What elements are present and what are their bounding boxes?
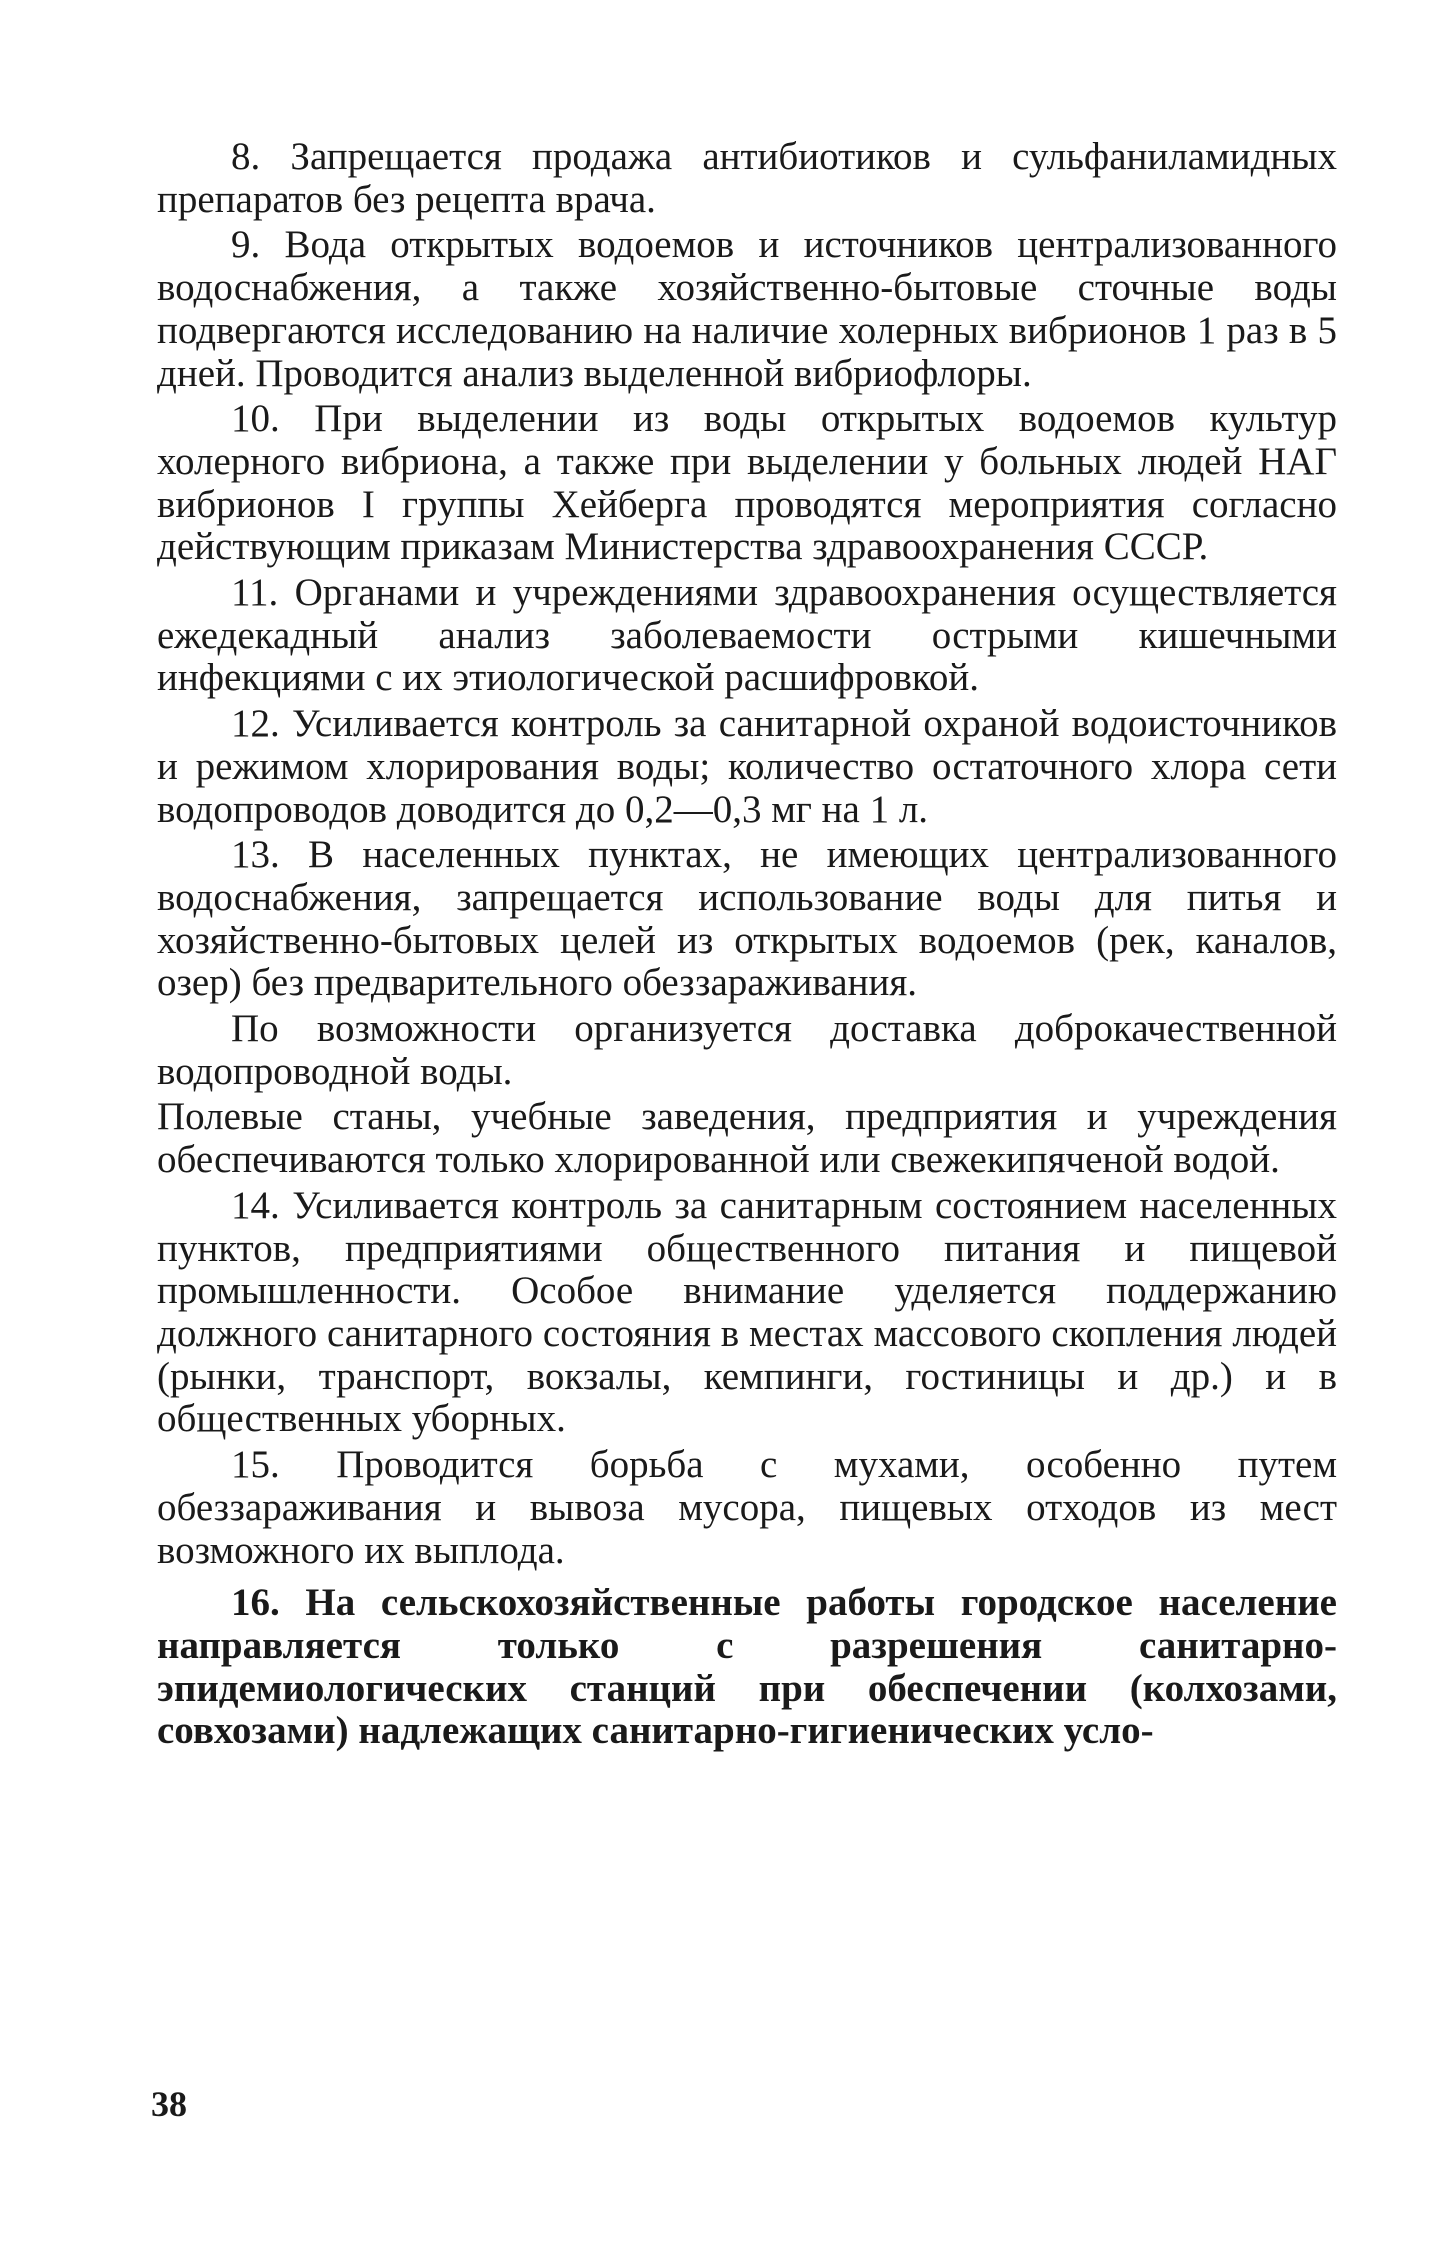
- paragraph-item-8: 8. Запрещается продажа антибиотиков и сульфаниламидных препаратов без рецепта врача.: [157, 135, 1337, 221]
- paragraph-item-14: 14. Усиливается контроль за санитарным состоянием населенных пунктов, предприятиями общественного питания и пищевой промышленности. Особое внимание уделяется поддержанию должного санитарного состояния в местах массового скопления людей (рынки, транспорт, вокзалы, кемпинги, гостиницы и др.) и в общественных уборных.: [157, 1183, 1337, 1441]
- paragraph-item-13: 13. В населенных пунктах, не имеющих централизованного водоснабжения, запрещается использование воды для питья и хозяйственно-бытовых целей из открытых водоемов (рек, каналов, озер) без предварительного обеззараживания.: [157, 833, 1337, 1005]
- paragraph-item-11: 11. Органами и учреждениями здравоохранения осуществляется ежедекадный анализ заболеваемости острыми кишечными инфекциями с их этиологической расшифровкой.: [157, 571, 1337, 700]
- paragraph-water-delivery: По возможности организуется доставка доброкачественной водопроводной воды.: [157, 1007, 1337, 1093]
- paragraph-item-15: 15. Проводится борьба с мухами, особенно путем обеззараживания и вывоза мусора, пищевых отходов из мест возможного их выплода.: [157, 1443, 1337, 1572]
- page-number: 38: [151, 2084, 187, 2124]
- paragraph-item-12: 12. Усиливается контроль за санитарной охраной водоисточников и режимом хлорирования воды; количество остаточного хлора сети водопроводов доводится до 0,2—0,3 мг на 1 л.: [157, 702, 1337, 831]
- paragraph-field-camps: Полевые станы, учебные заведения, предприятия и учреждения обеспечиваются только хлорированной или свежекипяченой водой.: [157, 1095, 1337, 1182]
- paragraph-item-10: 10. При выделении из воды открытых водоемов культур холерного вибриона, а также при выделении у больных людей НАГ вибрионов I группы Хейберга проводятся мероприятия согласно действующим приказам Министерства здравоохранения СССР.: [157, 397, 1337, 569]
- paragraph-item-9: 9. Вода открытых водоемов и источников централизованного водоснабжения, а также хозяйственно-бытовые сточные воды подвергаются исследованию на наличие холерных вибрионов 1 раз в 5 дней. Проводится анализ выделенной вибриофлоры.: [157, 223, 1337, 395]
- paragraph-item-16: 16. На сельскохозяйственные работы городское население направляется только с разрешения санитарно-эпидемиологических станций при обеспечении (колхозами, совхозами) надлежащих санитарно-гигиенических усло-: [157, 1581, 1337, 1753]
- body-text: [157, 136, 1337, 1753]
